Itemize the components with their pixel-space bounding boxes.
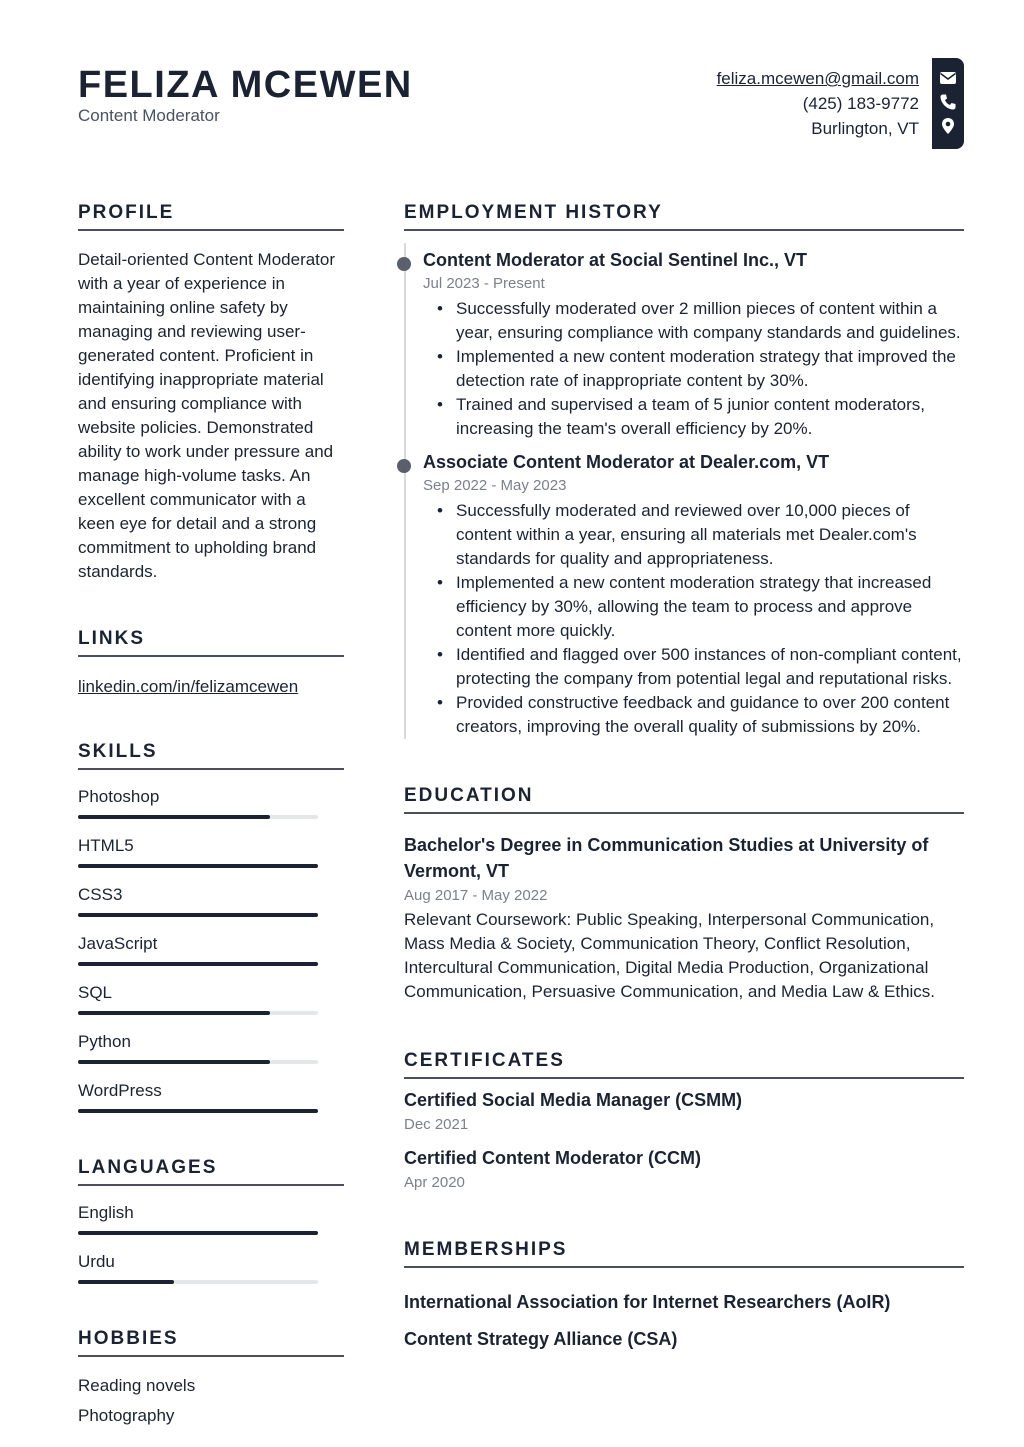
skill-level-bar (78, 1011, 318, 1015)
employment-timeline (404, 243, 964, 739)
degree-title: Bachelor's Degree in Communication Studies at University of Vermont, VT (404, 835, 929, 881)
skills-section (78, 741, 344, 1113)
certificate-item (404, 1087, 964, 1137)
envelope-icon (939, 69, 957, 87)
education-date: Aug 2017 - May 2022 (404, 887, 548, 904)
hobbies-section (78, 1328, 344, 1431)
certificates-section (404, 1050, 964, 1195)
languages-heading: LANGUAGES (78, 1157, 344, 1186)
job-entry (423, 445, 964, 739)
education-heading: EDUCATION (404, 785, 964, 814)
email-link[interactable]: feliza.mcewen@gmail.com (716, 69, 919, 88)
skill-name: Python (78, 1032, 131, 1051)
job-title: Content Moderator (78, 106, 220, 125)
job-date: Jul 2023 - Present (423, 275, 545, 292)
certificate-date: Apr 2020 (404, 1174, 465, 1191)
contact-block (717, 66, 919, 141)
job-date: Sep 2022 - May 2023 (423, 477, 567, 494)
phone-icon (939, 93, 957, 111)
phone-number: (425) 183-9772 (802, 94, 919, 113)
skill-item (78, 884, 344, 917)
skill-level-bar (78, 1109, 318, 1113)
job-bullet: • Identified and flagged over 500 instances of non-compliant content, protecting the company from potential legal and reputational risks. (437, 643, 964, 691)
job-entry (423, 243, 964, 441)
education-section (404, 785, 964, 1004)
membership-item: International Association for Internet Researchers (AoIR) (404, 1292, 891, 1312)
skill-item (78, 1031, 344, 1064)
job-bullet: • Implemented a new content moderation strategy that improved the detection rate of inappropriate content by 30%. (437, 345, 964, 393)
skill-level-bar (78, 962, 318, 966)
skills-heading: SKILLS (78, 741, 344, 770)
map-pin-icon (939, 117, 957, 135)
job-bullet: • Trained and supervised a team of 5 junior content moderators, increasing the team's overall efficiency by 20%. (437, 393, 964, 441)
skill-item (78, 1080, 344, 1113)
certificate-title: Certified Content Moderator (CCM) (404, 1148, 701, 1168)
language-name: Urdu (78, 1252, 115, 1271)
skill-name: JavaScript (78, 934, 158, 953)
profile-summary: Detail-oriented Content Moderator with a year of experience in maintaining online safety by managing and reviewing user-generated content. Proficient in identifying inappropriate material and ensuring compliance with website policies. Demonstrated ability to work under pressure and manage high-volume tasks. An excellent communicator with a keen eye for detail and a strong commitment to upholding brand standards. (78, 250, 336, 581)
location: Burlington, VT (811, 119, 919, 138)
hobby-item: Reading novels (78, 1376, 196, 1395)
hobby-item: Photography (78, 1406, 175, 1425)
timeline-line (404, 243, 406, 739)
hobbies-heading: HOBBIES (78, 1328, 344, 1357)
employment-heading: EMPLOYMENT HISTORY (404, 202, 964, 231)
certificate-item (404, 1145, 964, 1195)
skill-level-bar (78, 913, 318, 917)
skill-item (78, 835, 344, 868)
candidate-name: FELIZA MCEWEN (78, 64, 413, 106)
left-column (78, 202, 344, 1431)
memberships-section (404, 1239, 964, 1358)
language-level-bar (78, 1280, 318, 1284)
job-bullet: • Provided constructive feedback and guidance to over 200 content creators, improving the overall quality of submissions by 20%. (437, 691, 964, 739)
memberships-heading: MEMBERSHIPS (404, 1239, 964, 1268)
skill-name: CSS3 (78, 885, 123, 904)
skill-name: HTML5 (78, 836, 134, 855)
language-level-bar (78, 1231, 318, 1235)
language-item (78, 1202, 344, 1235)
right-column (404, 202, 964, 1358)
skill-item (78, 982, 344, 1015)
languages-section (78, 1157, 344, 1284)
job-bullets (437, 297, 964, 441)
certificates-heading: CERTIFICATES (404, 1050, 964, 1079)
skill-item (78, 786, 344, 819)
certificate-date: Dec 2021 (404, 1116, 469, 1133)
skill-name: WordPress (78, 1081, 162, 1100)
timeline-dot (397, 459, 411, 473)
job-bullet: • Successfully moderated over 2 million pieces of content within a year, ensuring compliance with company standards and guidelines. (437, 297, 964, 345)
skill-item (78, 933, 344, 966)
membership-item: Content Strategy Alliance (CSA) (404, 1329, 678, 1349)
linkedin-link[interactable]: linkedin.com/in/felizamcewen (78, 677, 299, 696)
coursework-text: Relevant Coursework: Public Speaking, Interpersonal Communication, Mass Media & Society, Communication Theory, Conflict Resolution, Intercultural Communication, Digital Media Production, Organizational Communication, Persuasive Communication, and Media Law & Ethics. (404, 910, 936, 1001)
job-bullet: • Successfully moderated and reviewed over 10,000 pieces of content within a year, ensuring all materials met Dealer.com's standards for quality and appropriateness. (437, 499, 964, 571)
timeline-dot (397, 257, 411, 271)
skill-level-bar (78, 815, 318, 819)
links-heading: LINKS (78, 628, 344, 657)
language-name: English (78, 1203, 134, 1222)
job-title: Associate Content Moderator at Dealer.com, VT (423, 452, 830, 472)
skill-name: Photoshop (78, 787, 160, 806)
skill-name: SQL (78, 983, 113, 1002)
skill-level-bar (78, 1060, 318, 1064)
language-item (78, 1251, 344, 1284)
job-title: Content Moderator at Social Sentinel Inc., VT (423, 250, 808, 270)
job-bullet: • Implemented a new content moderation strategy that increased efficiency by 30%, allowing the team to process and approve content more quickly. (437, 571, 964, 643)
skill-level-bar (78, 864, 318, 868)
profile-heading: PROFILE (78, 202, 344, 231)
job-bullets (437, 499, 964, 739)
contact-icon-bar (932, 58, 964, 149)
certificate-title: Certified Social Media Manager (CSMM) (404, 1090, 743, 1110)
